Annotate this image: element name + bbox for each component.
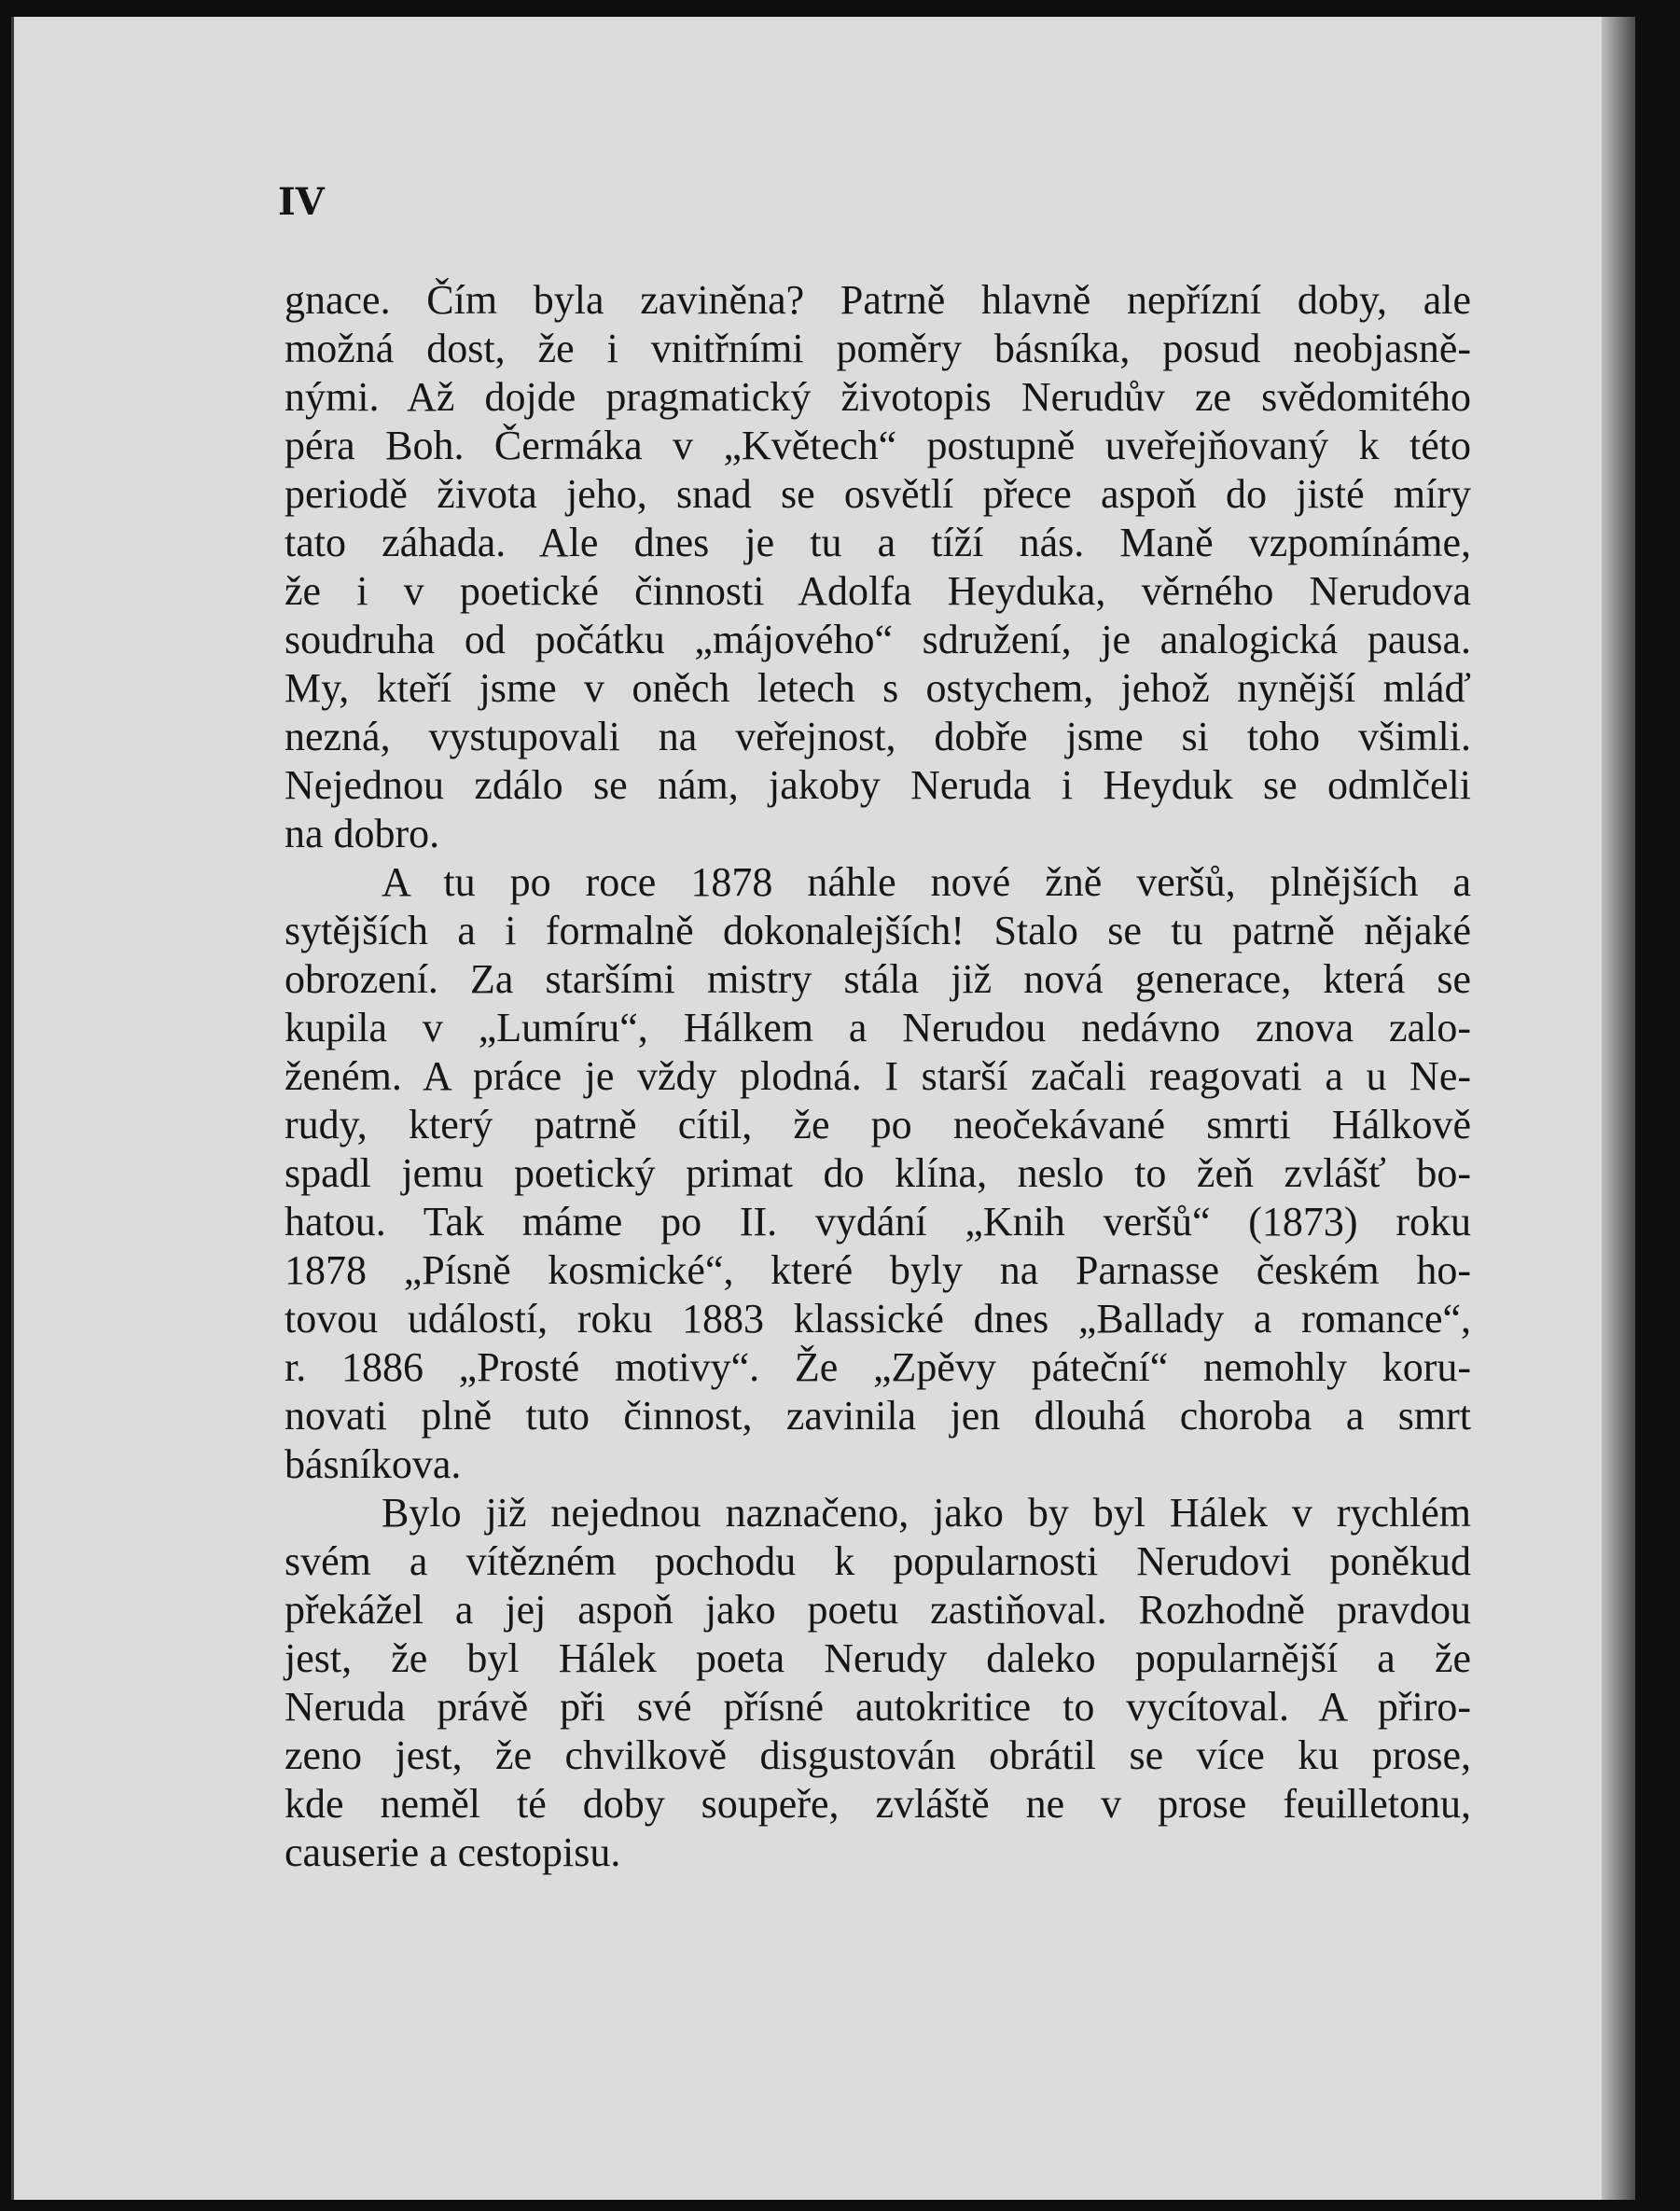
text-line: spadl jemu poetický primat do klína, neslo to žeň zvlášť bo- (285, 1150, 1471, 1196)
text-line: na dobro. (285, 811, 440, 856)
text-line: rudy, který patrně cítil, že po neočekávané smrti Hálkově (285, 1102, 1471, 1147)
text-line: Bylo již nejednou naznačeno, jako by byl Hálek v rychlém (382, 1490, 1471, 1536)
text-line: r. 1886 „Prosté motivy“. Že „Zpěvy páteční“ nemohly koru- (285, 1344, 1471, 1390)
text-line: překážel a jej aspoň jako poetu zastiňoval. Rozhodně pravdou (285, 1587, 1471, 1633)
text-line: svém a vítězném pochodu k popularnosti Nerudovi poněkud (285, 1538, 1471, 1584)
text-line: My, kteří jsme v oněch letech s ostychem, jehož nynější mláď (285, 665, 1471, 711)
book-page (11, 17, 1635, 2200)
text-line: periodě života jeho, snad se osvětlí přece aspoň do jisté míry (285, 471, 1471, 517)
page-number: IV (278, 180, 325, 224)
text-line: nými. Až dojde pragmatický životopis Nerudův ze svědomitého (285, 374, 1471, 420)
text-line: tovou událostí, roku 1883 klassické dnes „Ballady a romance“, (285, 1296, 1471, 1342)
text-line: básníkova. (285, 1441, 462, 1487)
text-line: ženém. A práce je vždy plodná. I starší začali reagovati a u Ne- (285, 1053, 1471, 1099)
text-line: jest, že byl Hálek poeta Nerudy daleko popularnější a že (285, 1635, 1471, 1681)
text-line: A tu po roce 1878 náhle nové žně veršů, plnějších a (382, 859, 1471, 905)
text-line: causerie a cestopisu. (285, 1829, 621, 1875)
text-line: péra Boh. Čermáka v „Květech“ postupně uveřejňovaný k této (285, 423, 1471, 468)
text-line: sytějších a i formalně dokonalejších! Stalo se tu patrně nějaké (285, 908, 1471, 953)
text-line: tato záhada. Ale dnes je tu a tíží nás. Maně vzpomínáme, (285, 520, 1471, 565)
text-line: hatou. Tak máme po II. vydání „Knih veršů“ (1873) roku (285, 1199, 1471, 1245)
text-line: gnace. Čím byla zaviněna? Patrně hlavně nepřízní doby, ale (285, 277, 1471, 323)
text-line: soudruha od počátku „májového“ sdružení, je analogická pausa. (285, 617, 1471, 662)
body-text (285, 276, 1471, 1877)
page-edge-shadow (1602, 17, 1635, 2200)
text-line: kupila v „Lumíru“, Hálkem a Nerudou nedávno znova zalo- (285, 1005, 1471, 1050)
text-line: 1878 „Písně kosmické“, které byly na Parnasse českém ho- (285, 1247, 1471, 1293)
text-line: že i v poetické činnosti Adolfa Heyduka, věrného Nerudova (285, 568, 1471, 614)
text-line: nezná, vystupovali na veřejnost, dobře jsme si toho všimli. (285, 714, 1471, 759)
text-line: možná dost, že i vnitřními poměry básníka, posud neobjasně- (285, 326, 1471, 371)
text-line: zeno jest, že chvilkově disgustován obrátil se více ku prose, (285, 1732, 1471, 1778)
text-line: kde neměl té doby soupeře, zvláště ne v prose feuilletonu, (285, 1781, 1471, 1827)
text-line: Neruda právě při své přísné autokritice to vycítoval. A přiro- (285, 1684, 1471, 1730)
text-line: obrození. Za staršími mistry stála již nová generace, která se (285, 956, 1471, 1002)
text-line: novati plně tuto činnost, zavinila jen dlouhá choroba a smrt (285, 1393, 1471, 1439)
text-line: Nejednou zdálo se nám, jakoby Neruda i Heyduk se odmlčeli (285, 762, 1471, 808)
